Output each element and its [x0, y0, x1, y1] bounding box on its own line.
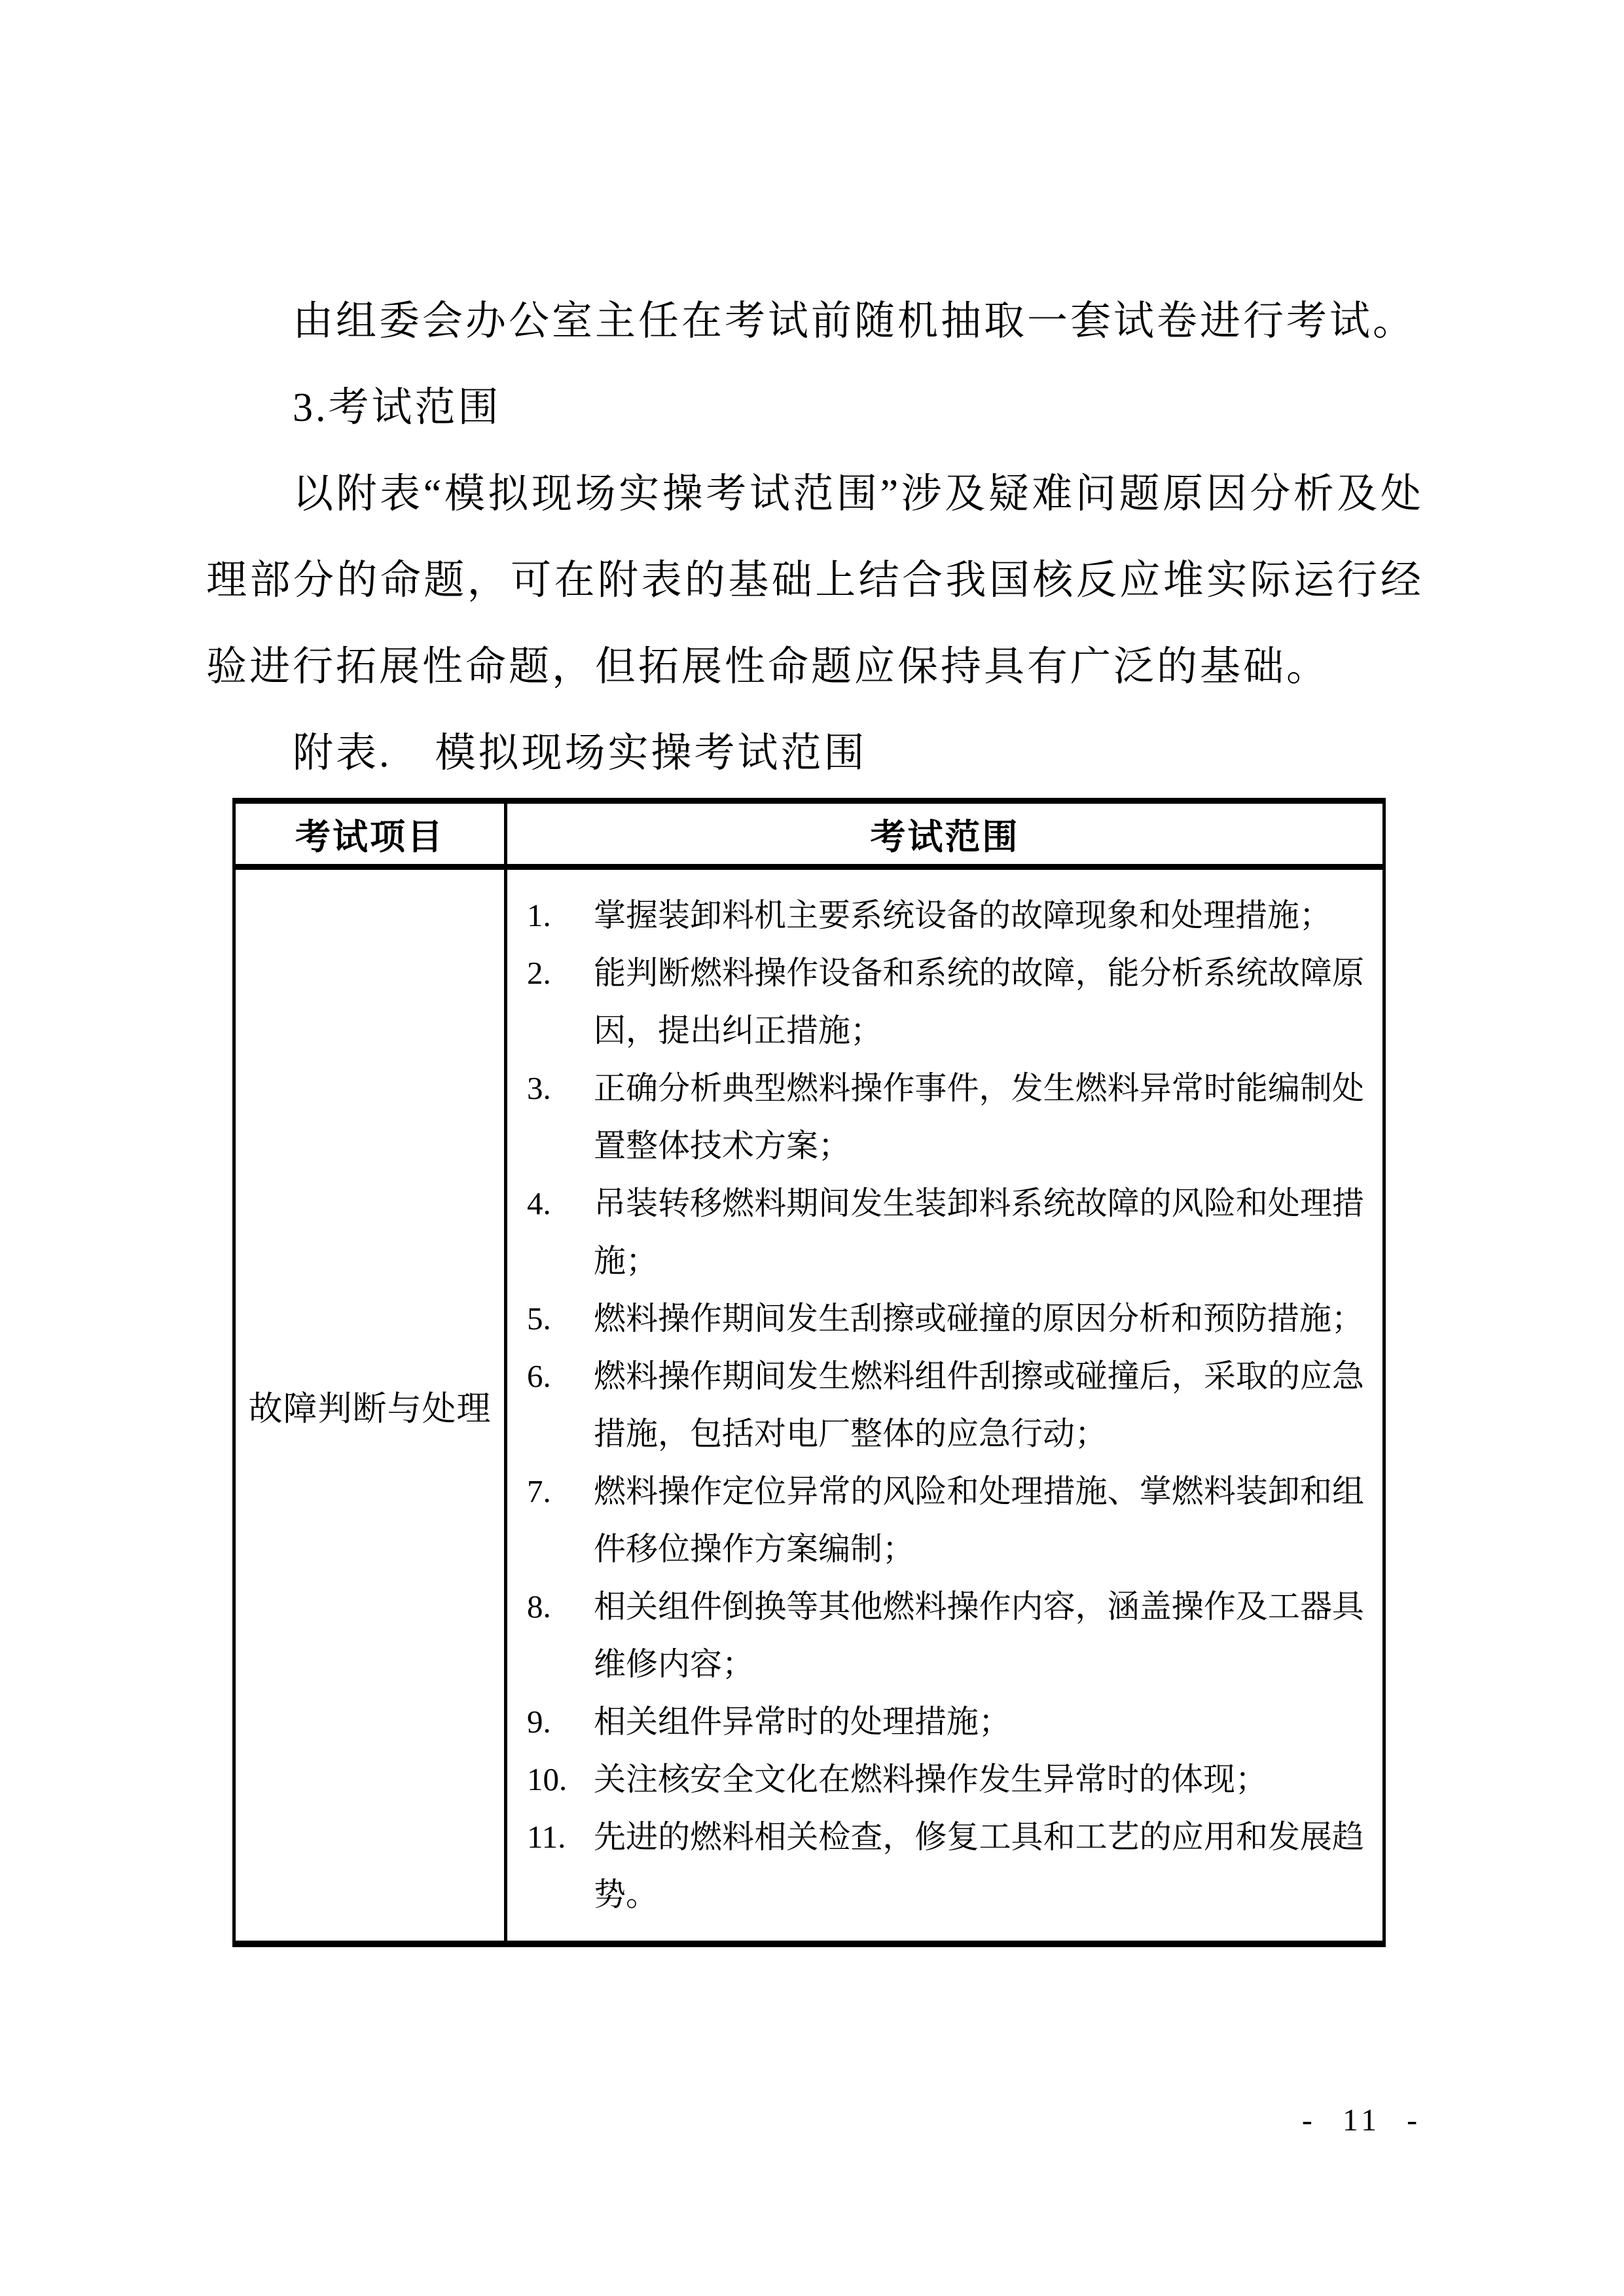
list-item-number: 3. — [527, 1070, 551, 1106]
list-item-number: 4. — [527, 1185, 551, 1221]
list-item-number: 8. — [527, 1588, 551, 1624]
table-header-row — [234, 801, 1384, 867]
column-header-exam-item: 考试项目 — [234, 801, 506, 867]
list-item — [527, 1463, 1364, 1578]
list-item — [527, 1060, 1364, 1175]
list-item-text: 先进的燃料相关检查，修复工具和工艺的应用和发展趋势。 — [594, 1819, 1364, 1912]
list-item — [527, 1290, 1364, 1348]
list-item-number: 9. — [527, 1704, 551, 1740]
paragraph-exam-paper-draw: 由组委会办公室主任在考试前随机抽取一套试卷进行考试。 — [293, 299, 1416, 344]
list-item-text: 能判断燃料操作设备和系统的故障，能分析系统故障原因，提出纠正措施； — [594, 955, 1364, 1049]
exam-scope-table — [232, 798, 1386, 1947]
list-item-number: 5. — [527, 1300, 551, 1336]
paragraph-exam-scope-detail: 以附表“模拟现场实操考试范围”涉及疑难问题原因分析及处理部分的命题，可在附表的基础上结合我国核反应堆实际运行经验进行拓展性命题，但拓展性命题应保持具有广泛的基础。 — [206, 472, 1424, 689]
list-item — [527, 944, 1364, 1060]
page-number: - 11 - — [1301, 2103, 1422, 2138]
heading-exam-scope: 3.考试范围 — [293, 386, 501, 430]
list-item-text: 燃料操作期间发生燃料组件刮擦或碰撞后，采取的应急措施，包括对电厂整体的应急行动； — [594, 1358, 1364, 1452]
table-row — [234, 867, 1384, 1945]
list-item-text: 吊装转移燃料期间发生装卸料系统故障的风险和处理措施； — [594, 1185, 1364, 1279]
list-item-number: 11. — [527, 1819, 566, 1855]
list-item — [527, 1693, 1364, 1751]
list-item-text: 关注核安全文化在燃料操作发生异常时的体现； — [594, 1761, 1268, 1797]
row-label-fault-diagnosis: 故障判断与处理 — [234, 867, 506, 1945]
list-item-number: 1. — [527, 897, 551, 933]
list-item-text: 相关组件异常时的处理措施； — [594, 1704, 1011, 1740]
list-item-text: 相关组件倒换等其他燃料操作内容，涵盖操作及工器具维修内容； — [594, 1588, 1364, 1682]
list-item — [527, 1578, 1364, 1693]
list-item — [527, 1348, 1364, 1463]
list-item — [527, 1751, 1364, 1808]
list-item — [527, 1808, 1364, 1924]
list-item-text: 燃料操作定位异常的风险和处理措施、掌燃料装卸和组件移位操作方案编制； — [594, 1473, 1364, 1567]
list-item-text: 掌握装卸料机主要系统设备的故障现象和处理措施； — [594, 897, 1332, 933]
exam-scope-items-cell — [506, 867, 1384, 1945]
list-item-number: 2. — [527, 955, 551, 991]
list-item — [527, 1175, 1364, 1290]
list-item-number: 7. — [527, 1473, 551, 1509]
column-header-exam-scope: 考试范围 — [506, 801, 1384, 867]
list-item — [527, 887, 1364, 944]
list-item-text: 正确分析典型燃料操作事件，发生燃料异常时能编制处置整体技术方案； — [594, 1070, 1364, 1164]
list-item-text: 燃料操作期间发生刮擦或碰撞的原因分析和预防措施； — [594, 1300, 1364, 1336]
list-item-number: 6. — [527, 1358, 551, 1394]
page-content — [206, 278, 1424, 1947]
table-caption: 附表. 模拟现场实操考试范围 — [293, 731, 867, 776]
list-item-number: 10. — [527, 1761, 568, 1797]
